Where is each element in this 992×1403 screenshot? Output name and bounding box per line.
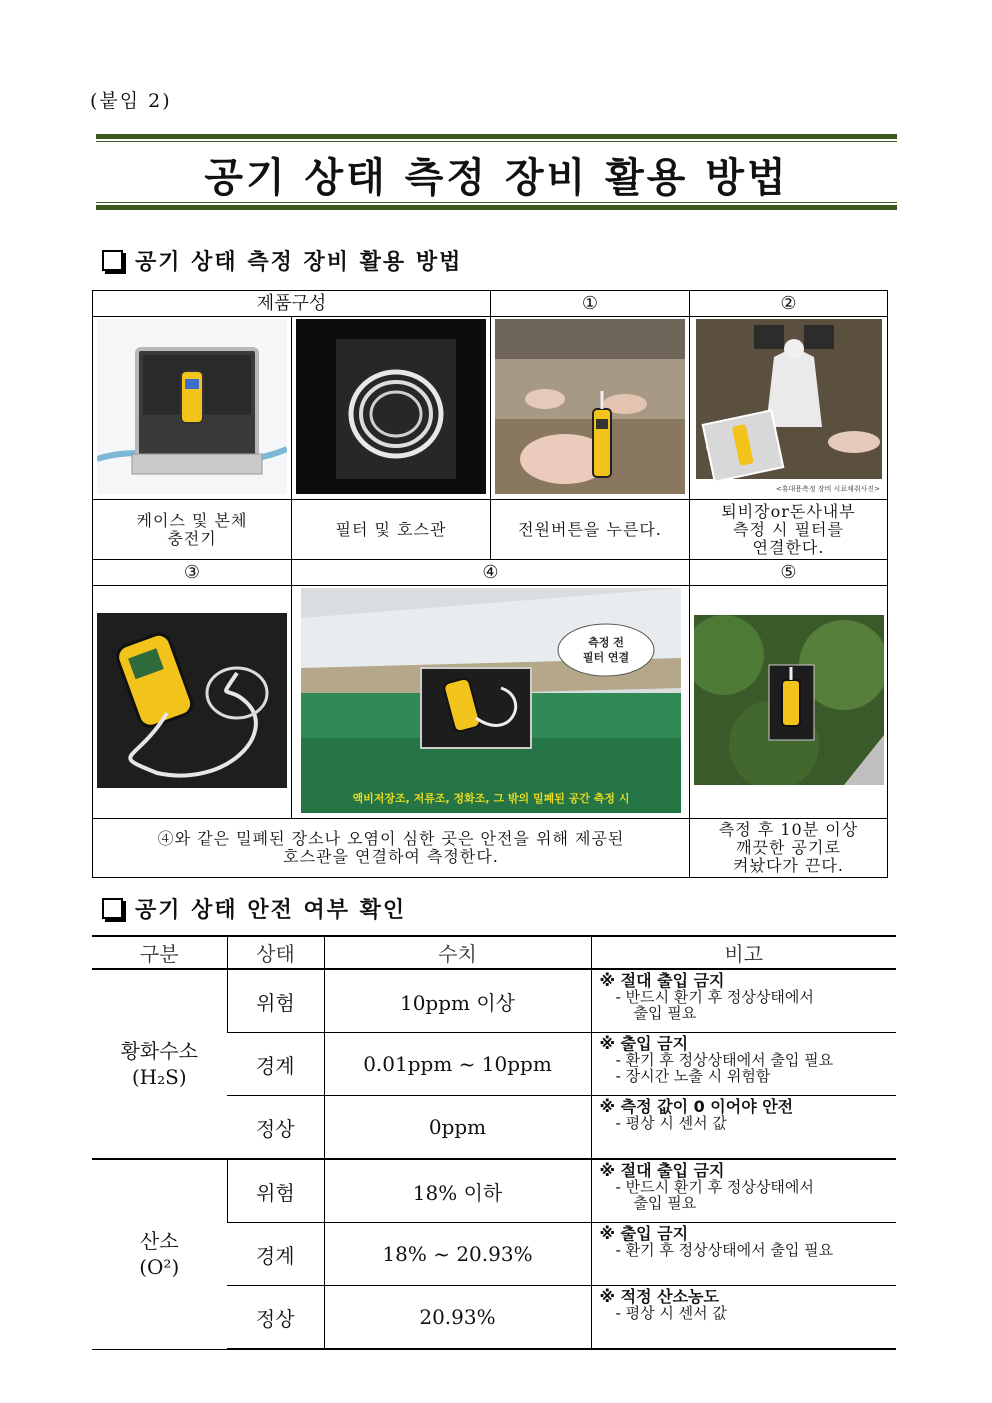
col-header-category: 구분 — [92, 936, 227, 969]
photo-step4-bubble-line1: 측정 전 — [587, 635, 624, 649]
caption-step4: ④와 같은 밀폐된 장소나 오염이 심한 곳은 안전을 위해 제공된 호스관을 연결하여 측정한다. — [93, 819, 690, 878]
header-step4: ④ — [292, 560, 690, 586]
state-cell: 위험 — [227, 1159, 324, 1223]
gas-name: 황화수소 — [120, 1039, 198, 1063]
photo-step5-outdoor — [694, 615, 884, 785]
caption-case: 케이스 및 본체 충전기 — [93, 500, 292, 560]
section-heading-text: 공기 상태 안전 여부 확인 — [135, 897, 407, 923]
header-product: 제품구성 — [93, 291, 491, 317]
checkbox-bullet-icon — [102, 898, 123, 919]
photo-step5-cell — [690, 586, 888, 819]
photo-step2-caption: <휴대용측정 장비 시료채취사진> — [775, 485, 880, 493]
gas-h2s — [92, 969, 227, 1159]
note-line: - 평상 시 센서 값 — [615, 1114, 727, 1132]
photo-case-cell — [93, 317, 292, 500]
caption-step2: 퇴비장or돈사내부 측정 시 필터를 연결한다. — [690, 500, 888, 560]
note-title: ※ 절대 출입 금지 — [599, 971, 725, 990]
attachment-label: (붙임 2) — [90, 90, 172, 112]
note-title: ※ 적정 산소농도 — [599, 1287, 719, 1306]
header-step5: ⑤ — [690, 560, 888, 586]
note-line: - 환기 후 정상상태에서 출입 필요 — [615, 1051, 834, 1069]
note-line: 출입 필요 — [633, 1194, 697, 1212]
note-cell — [591, 1286, 896, 1350]
photo-step4-tank — [301, 588, 681, 813]
note-cell — [591, 1033, 896, 1096]
note-title: ※ 출입 금지 — [599, 1034, 689, 1053]
photo-step3-device — [97, 613, 287, 788]
gas-formula: (H₂S) — [131, 1065, 187, 1089]
header-step2: ② — [690, 291, 888, 317]
note-line: - 반드시 환기 후 정상상태에서 — [615, 1178, 814, 1196]
photo-step2-cell — [690, 317, 888, 500]
value-cell: 10ppm 이상 — [324, 969, 591, 1033]
section-heading-safety — [102, 893, 406, 924]
caption-step5: 측정 후 10분 이상 깨끗한 공기로 켜놨다가 끈다. — [690, 819, 888, 878]
col-header-state: 상태 — [227, 936, 324, 969]
gas-formula: (O²) — [139, 1255, 180, 1280]
value-cell: 18% 이하 — [324, 1159, 591, 1223]
safety-table — [92, 935, 896, 1350]
photo-step4-caption: 액비저장조, 저류조, 정화조, 그 밖의 밀폐된 공간 측정 시 — [352, 791, 629, 805]
note-cell — [591, 1159, 896, 1223]
photo-step3-cell — [93, 586, 292, 819]
note-line: - 평상 시 센서 값 — [615, 1304, 727, 1322]
section-heading-usage — [102, 245, 462, 276]
note-line: - 반드시 환기 후 정상상태에서 — [615, 988, 814, 1006]
photo-step1-barn — [495, 319, 685, 494]
col-header-value: 수치 — [324, 936, 591, 969]
table-row — [92, 1159, 896, 1223]
state-cell: 정상 — [227, 1286, 324, 1350]
value-cell: 18% ~ 20.93% — [324, 1223, 591, 1286]
note-line: - 장시간 노출 시 위험함 — [615, 1067, 771, 1085]
note-title: ※ 절대 출입 금지 — [599, 1161, 725, 1180]
value-cell: 0ppm — [324, 1096, 591, 1160]
col-header-note: 비고 — [591, 936, 896, 969]
state-cell: 위험 — [227, 969, 324, 1033]
state-cell: 경계 — [227, 1223, 324, 1286]
gas-o2 — [92, 1159, 227, 1349]
note-line: - 환기 후 정상상태에서 출입 필요 — [615, 1241, 834, 1259]
usage-steps-table — [92, 290, 888, 878]
state-cell: 정상 — [227, 1096, 324, 1160]
note-line: 출입 필요 — [633, 1004, 697, 1022]
checkbox-bullet-icon — [102, 250, 123, 271]
table-row — [92, 969, 896, 1033]
photo-step2-sampling — [694, 317, 884, 495]
photo-case — [97, 319, 287, 494]
note-cell — [591, 969, 896, 1033]
page-title: 공기 상태 측정 장비 활용 방법 — [204, 155, 789, 201]
note-cell — [591, 1223, 896, 1286]
header-step1: ① — [491, 291, 690, 317]
caption-filter: 필터 및 호스관 — [292, 500, 491, 560]
note-cell — [591, 1096, 896, 1160]
header-step3: ③ — [93, 560, 292, 586]
photo-filter-cell — [292, 317, 491, 500]
photo-step4-cell — [292, 586, 690, 819]
caption-step1: 전원버튼을 누른다. — [491, 500, 690, 560]
value-cell: 0.01ppm ~ 10ppm — [324, 1033, 591, 1096]
state-cell: 경계 — [227, 1033, 324, 1096]
value-cell: 20.93% — [324, 1286, 591, 1350]
note-title: ※ 출입 금지 — [599, 1224, 689, 1243]
photo-step1-cell — [491, 317, 690, 500]
photo-filter-hose — [296, 319, 486, 494]
section-heading-text: 공기 상태 측정 장비 활용 방법 — [135, 249, 463, 275]
gas-name: 산소 — [139, 1229, 179, 1254]
note-title: ※ 측정 값이 0 이어야 안전 — [599, 1097, 794, 1116]
photo-step4-bubble-line2: 필터 연결 — [582, 650, 629, 664]
title-band — [96, 134, 897, 210]
